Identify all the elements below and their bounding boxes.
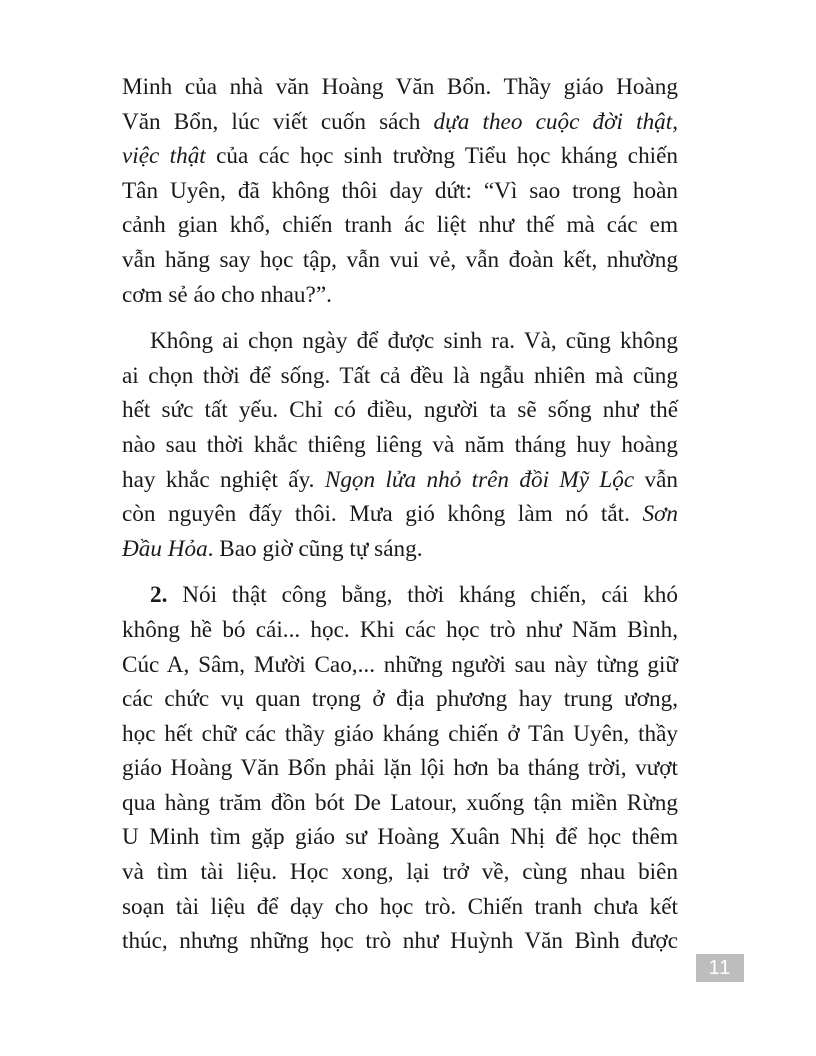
paragraph-1 (122, 70, 678, 312)
text-line: ai chọn thời để sống. Tất cả đều là ngẫu nhiên mà cũng (122, 362, 678, 389)
italic-title: Ngọn lửa nhỏ trên đồi Mỹ Lộc (324, 466, 635, 493)
text-line: Không ai chọn ngày để được sinh ra. Và, cũng không (150, 328, 678, 355)
text-line: hay khắc nghiệt ấy. Ngọn lửa nhỏ trên đồi Mỹ Lộc vẫn (122, 466, 678, 493)
text-line: cơm sẻ áo cho nhau?”. (122, 281, 332, 308)
text-line: nào sau thời khắc thiêng liêng và năm tháng huy hoàng (122, 431, 678, 458)
text-line: cảnh gian khổ, chiến tranh ác liệt như thế mà các em (122, 212, 678, 239)
text-line: vẫn hăng say học tập, vẫn vui vẻ, vẫn đoàn kết, nhường (122, 246, 678, 273)
text-line: soạn tài liệu để dạy cho học trò. Chiến tranh chưa kết (122, 893, 678, 920)
italic-title: Sơn (642, 501, 678, 528)
page-body (122, 70, 678, 971)
text-line: Đầu Hỏa. Bao giờ cũng tự sáng. (122, 535, 423, 562)
text-line: học hết chữ các thầy giáo kháng chiến ở Tân Uyên, thầy (122, 720, 678, 747)
section-number: 2. (150, 582, 168, 609)
text-line: 2. Nói thật công bằng, thời kháng chiến, cái khó (150, 582, 678, 609)
page-number: 11 (696, 954, 744, 982)
text-line: Văn Bổn, lúc viết cuốn sách dựa theo cuộc đời thật, (122, 108, 679, 135)
text-line: các chức vụ quan trọng ở địa phương hay trung ương, (122, 686, 678, 713)
text-line: Tân Uyên, đã không thôi day dứt: “Vì sao trong hoàn (122, 177, 678, 204)
text-line: và tìm tài liệu. Học xong, lại trở về, cùng nhau biên (122, 859, 678, 886)
text-line: còn nguyên đấy thôi. Mưa gió không làm nó tắt. Sơn (122, 501, 678, 528)
text-line: Minh của nhà văn Hoàng Văn Bổn. Thầy giáo Hoàng (122, 74, 678, 100)
text-line: không hề bó cái... học. Khi các học trò như Năm Bình, (122, 616, 678, 643)
text-line: thúc, nhưng những học trò như Huỳnh Văn Bình được (122, 928, 678, 955)
text-line: việc thật của các học sinh trường Tiểu học kháng chiến (122, 143, 679, 170)
italic-title: dựa theo cuộc đời thật, (433, 108, 679, 135)
text-line: U Minh tìm gặp giáo sư Hoàng Xuân Nhị để học thêm (122, 824, 678, 851)
paragraph-3 (122, 578, 678, 959)
text-line: qua hàng trăm đồn bót De Latour, xuống tận miền Rừng (122, 789, 678, 816)
text-line: hết sức tất yếu. Chỉ có điều, người ta sẽ sống như thế (122, 397, 678, 424)
text-line: Cúc A, Sâm, Mười Cao,... những người sau này từng giữ (122, 651, 678, 678)
italic-title: việc thật (122, 143, 206, 170)
text-line: giáo Hoàng Văn Bổn phải lặn lội hơn ba tháng trời, vượt (122, 755, 678, 782)
paragraph-2 (122, 324, 678, 566)
italic-title: Đầu Hỏa (122, 535, 208, 562)
